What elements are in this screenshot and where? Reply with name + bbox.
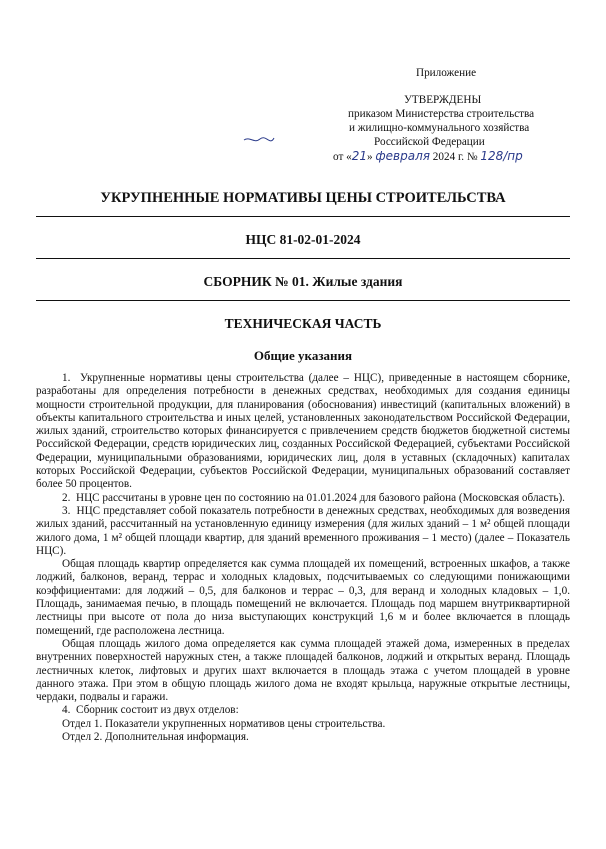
handwritten-number: 128/пр — [480, 149, 523, 163]
paragraph-6: 4. Сборник состоит из двух отделов: — [62, 704, 239, 717]
date-close-quote: » — [367, 151, 373, 163]
appendix-label: Приложение — [416, 67, 477, 79]
tech-part-title: ТЕХНИЧЕСКАЯ ЧАСТЬ — [224, 316, 382, 331]
approved-label: УТВЕРЖДЕНЫ — [404, 94, 482, 106]
rule-3 — [36, 300, 570, 301]
approval-date-line — [330, 149, 590, 164]
main-title: УКРУПНЕННЫЕ НОРМАТИВЫ ЦЕНЫ СТРОИТЕЛЬСТВА — [100, 190, 506, 206]
signature-mark-icon — [240, 134, 278, 154]
date-year: 2024 г. № — [432, 151, 478, 163]
code-title: НЦС 81-02-01-2024 — [245, 232, 361, 247]
paragraph-3: 3. НЦС представляет собой показатель потребности в денежных средствах, необходимых для возведения жилых зданий, рассчитанный на установленную единицу измерения (для жилых зданий – 1 м² общей площади жилого дома, 1 м² общей площади квартир, для зданий временного проживания – 1 место) (далее – Показатель НЦС). — [36, 504, 570, 557]
rule-1 — [36, 216, 570, 217]
approval-block — [330, 66, 590, 164]
paragraph-7: Отдел 1. Показатели укрупненных нормативов цены строительства. — [62, 717, 386, 730]
handwritten-day: 21 — [351, 149, 368, 163]
handwritten-month: февраля — [375, 149, 430, 163]
approval-line-1: приказом Министерства строительства — [348, 108, 535, 120]
body-text — [36, 372, 570, 744]
collection-title: СБОРНИК № 01. Жилые здания — [203, 274, 403, 289]
paragraph-4: Общая площадь квартир определяется как сумма площадей их помещений, встроенных шкафов, а также лоджий, балконов, веранд, террас и холодных кладовых, подсчитываемых со следующими понижающими коэффициентами: для лоджий – 0,5, для балконов и террас – 0,3, для веранд и холодных кладовых – 1,0. Площадь, занимаемая печью, в площадь помещений не включается. Площадь под маршем внутриквартирной лестницы при высоте от пола до низа выступающих конструкций 1,6 м и более включается в площадь помещений, где расположена лестница. — [36, 558, 570, 637]
paragraph-2: 2. НЦС рассчитаны в уровне цен по состоянию на 01.01.2024 для базового района (Московская область). — [62, 491, 565, 504]
date-from: от « — [333, 151, 352, 163]
general-instructions-heading: Общие указания — [253, 348, 353, 363]
paragraph-5: Общая площадь жилого дома определяется как сумма площадей этажей дома, измеренных в пределах внутренних поверхностей наружных стен, а также площадей балконов, лоджий и открытых веранд. Площадь лестничных клеток, лифтовых и других шахт включается в площадь этажа с учетом площадей в уровне данного этажа. При этом в общую площадь жилого дома не входят крыльца, наружные открытые лестницы, чердаки, подвалы и гаражи. — [36, 637, 570, 704]
paragraph-8: Отдел 2. Дополнительная информация. — [62, 731, 249, 744]
rule-2 — [36, 258, 570, 259]
paragraph-1: 1. Укрупненные нормативы цены строительства (далее – НЦС), приведенные в настоящем сборнике, разработаны для определения потребности в денежных средствах, необходимых для создания единицы мощности строительной продукции, для планирования (обоснования) инвестиций (капитальных вложений) в объекты капитального строительства и иных целей, установленных законодательством Российской Федерации, жилых зданий, строительство которых финансируется с привлечением средств бюджетов бюджетной системы Российской Федерации, средств юридических лиц, созданных Российской Федерацией, субъектами Российской Федерации, муниципальными образованиями, юридических лиц, доля в уставных (складочных) капиталах которых Российской Федерации, субъектов Российской Федерации, муниципальных образований составляет более 50 процентов. — [36, 372, 570, 491]
approval-line-2: и жилищно-коммунального хозяйства — [349, 122, 530, 134]
approval-line-3: Российской Федерации — [374, 136, 485, 148]
